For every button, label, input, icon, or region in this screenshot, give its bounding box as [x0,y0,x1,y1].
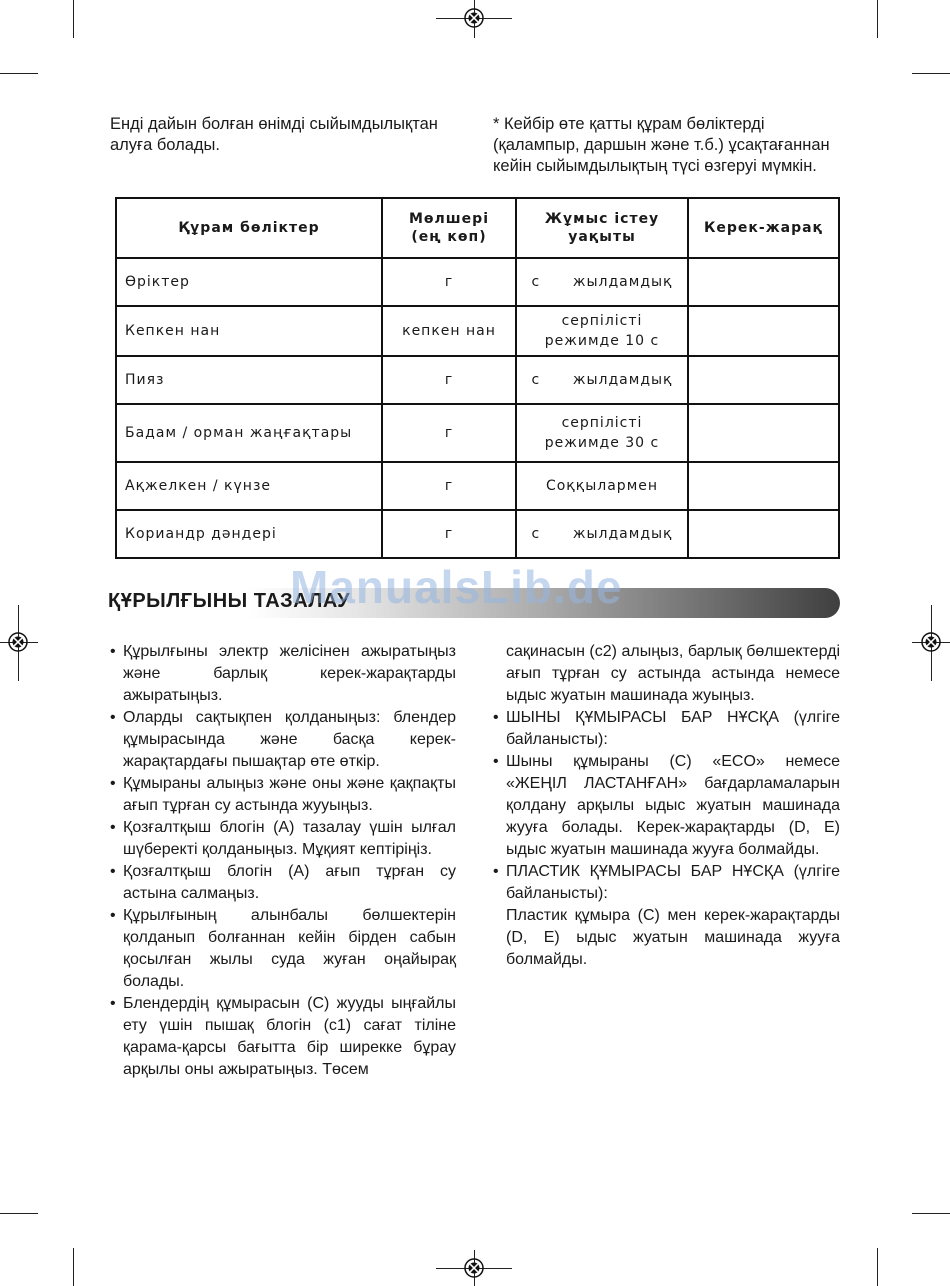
cell-quantity: г [382,356,516,404]
list-item [110,861,456,905]
table-header-row [116,198,839,258]
paragraph: Пластик құмыра (C) мен керек-жарақтарды (D, E) ыдыс жуатын машинада жууға болмайды. [506,907,840,968]
left-text-column [110,641,456,1081]
list-item-text: Шыны құмыраны (C) «ECO» немесе «ЖЕҢІЛ ЛАСТАНҒАН» бағдарламаларын қолдану арқылы ыдыс жуатын машинада жууға болады. Керек-жарақтарды (D, E) ыдыс жуатын машинада жууға болмайды. [506,753,840,858]
registration-mark-icon [920,631,942,653]
list-item [110,817,456,861]
table-row [116,462,839,510]
watermark-text: ManualsLib.de [290,561,623,613]
crop-mark [912,73,950,74]
cell-time: серпілісті режимде 10 с [516,306,688,356]
list-item [110,641,456,707]
paragraph: сақинасын (c2) алыңыз, барлық бөлшектерді ағып тұрған су астында астында немесе ыдыс жуатын машинада жуыңыз. [506,643,840,704]
crop-mark [73,0,74,38]
header-time: Жұмыс істеу уақыты [516,198,688,258]
table-row [116,258,839,306]
list-item [493,861,840,905]
cell-accessory [688,258,839,306]
bullet-icon: • [493,709,499,726]
cell-ingredient: Бадам / орман жаңғақтары [116,404,382,462]
cell-time: с жылдамдық [516,258,688,306]
list-item [110,905,456,993]
cell-quantity: кепкен нан [382,306,516,356]
right-text-column [493,641,840,971]
registration-mark-icon [7,631,29,653]
bullet-icon: • [110,863,116,880]
bullet-icon: • [493,863,499,880]
cell-accessory [688,510,839,558]
list-item [110,993,456,1081]
crop-mark [0,1213,38,1214]
cell-accessory [688,462,839,510]
table-row [116,404,839,462]
list-item-text: ШЫНЫ ҚҰМЫРАСЫ БАР НҰСҚА (үлгіге байланысты): [506,709,840,748]
cell-time: Соққылармен [516,462,688,510]
crop-mark [73,1248,74,1286]
bullet-icon: • [110,709,116,726]
cell-ingredient: Ақжелкен / күнзе [116,462,382,510]
cell-time: серпілісті режимде 30 с [516,404,688,462]
ingredients-table [115,197,840,559]
list-item [493,751,840,861]
list-item-text: ПЛАСТИК ҚҰМЫРАСЫ БАР НҰСҚА (үлгіге байланысты): [506,863,840,902]
list-item-text: Құрылғының алынбалы бөлшектерін қолданып болғаннан кейін бірден сабын қосылған жылы суда жуған оңайырақ болады. [123,907,456,990]
list-item-text: Оларды сақтықпен қолданыңыз: блендер құмырасында және басқа керек-жарақтардағы пышақтар өте өткір. [123,709,456,770]
crop-mark [877,1248,878,1286]
cell-accessory [688,306,839,356]
bullet-icon: • [110,819,116,836]
registration-mark-icon [463,7,485,29]
header-ingredients: Құрам бөліктер [116,198,382,258]
cell-quantity: г [382,510,516,558]
cell-time: с жылдамдық [516,356,688,404]
cell-quantity: г [382,404,516,462]
intro-note-right: * Кейбір өте қатты құрам бөліктерді (қалампыр, даршын және т.б.) ұсақтағаннан кейін сыйымдылықтың түсі өзгеруі мүмкін. [493,115,830,175]
cell-accessory [688,404,839,462]
header-quantity: Мөлшері (ең көп) [382,198,516,258]
list-item-text: Блендердің құмырасын (C) жууды ыңғайлы ету үшін пышақ блогін (c1) сағат тіліне қарама-қарсы бағытта бір ширекке бұрау арқылы оны ажыратыңыз. Төсем [123,995,456,1078]
bullet-icon: • [110,643,116,660]
cell-time: с жылдамдық [516,510,688,558]
cell-ingredient: Кепкен нан [116,306,382,356]
cell-ingredient: Кориандр дәндері [116,510,382,558]
bullet-icon: • [493,753,499,770]
list-item [110,773,456,817]
cell-quantity: г [382,258,516,306]
crop-mark [877,0,878,38]
header-accessory: Керек-жарақ [688,198,839,258]
crop-mark [0,73,38,74]
cell-ingredient: Пияз [116,356,382,404]
list-item [110,707,456,773]
list-item-text: Құмыраны алыңыз және оны және қақпақты ағып тұрған су астында жууыңыз. [123,775,456,814]
list-item-text: Құрылғыны электр желісінен ажыратыңыз және барлық керек-жарақтарды ажыратыңыз. [123,643,456,704]
bullet-icon: • [110,907,116,924]
list-item-text: Қозғалтқыш блогін (A) тазалау үшін ылғал шүберекті қолданыңыз. Мұқият кептіріңіз. [123,819,456,858]
crop-mark [912,1213,950,1214]
list-item-text: Қозғалтқыш блогін (A) ағып тұрған су астына салмаңыз. [123,863,456,902]
bullet-icon: • [110,775,116,792]
intro-text-left: Енді дайын болған өнімді сыйымдылықтан алуға болады. [110,115,438,154]
table-row [116,510,839,558]
registration-mark-icon [463,1257,485,1279]
cell-accessory [688,356,839,404]
cell-quantity: г [382,462,516,510]
bullet-icon: • [110,995,116,1012]
cell-ingredient: Өріктер [116,258,382,306]
table-row [116,306,839,356]
table-row [116,356,839,404]
section-title: ҚҰРЫЛҒЫНЫ ТАЗАЛАУ [108,590,351,612]
list-item [493,707,840,751]
